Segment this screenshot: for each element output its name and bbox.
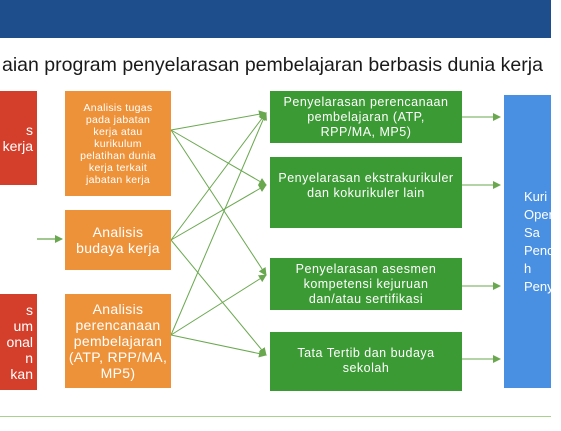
alignment-box-tata-tertib [270, 332, 462, 391]
source-box-1 [0, 91, 37, 185]
green-blue-connections [462, 117, 500, 359]
analysis-box-perencanaan-label: Analisis perencanaan pembelajaran (ATP, RPP/MA, MP5) [68, 301, 168, 381]
alignment-box-tata-tertib-label: Tata Tertib dan budaya sekolah [297, 346, 435, 375]
analysis-box-budaya [65, 210, 171, 270]
outcome-box-label: Kuri Oper Sa Pend h Penye [524, 188, 561, 294]
source-box-3-label: s um onal n kan [6, 302, 33, 382]
analysis-box-budaya-label: Analisis budaya kerja [76, 224, 160, 256]
alignment-box-ekstrakurikuler-label: Penyelarasan ekstrakurikuler dan kokurikuler lain [278, 171, 454, 200]
source-box-3 [0, 294, 37, 390]
alignment-box-asesmen [270, 258, 462, 310]
outcome-box [504, 95, 561, 388]
source-box-1-label: s kerja [2, 122, 33, 154]
alignment-box-asesmen-label: Penyelarasan asesmen kompetensi kejuruan dan/atau sertifikasi [295, 261, 437, 306]
analysis-box-perencanaan [65, 294, 171, 388]
orange-green-connections [171, 113, 266, 355]
alignment-box-ekstrakurikuler [270, 157, 462, 228]
diagram-title: aian program penyelarasan pembelajaran berbasis dunia kerja [2, 54, 543, 76]
analysis-box-tugas-label: Analisis tugas pada jabatan kerja atau kurikulum pelatihan dunia kerja terkait jabatan kerja [80, 101, 156, 186]
analysis-box-tugas [65, 91, 171, 196]
alignment-box-perencanaan-label: Penyelarasan perencanaan pembelajaran (ATP, RPP/MA, MP5) [283, 94, 449, 139]
alignment-box-perencanaan [270, 91, 462, 143]
bottom-divider [0, 416, 551, 417]
